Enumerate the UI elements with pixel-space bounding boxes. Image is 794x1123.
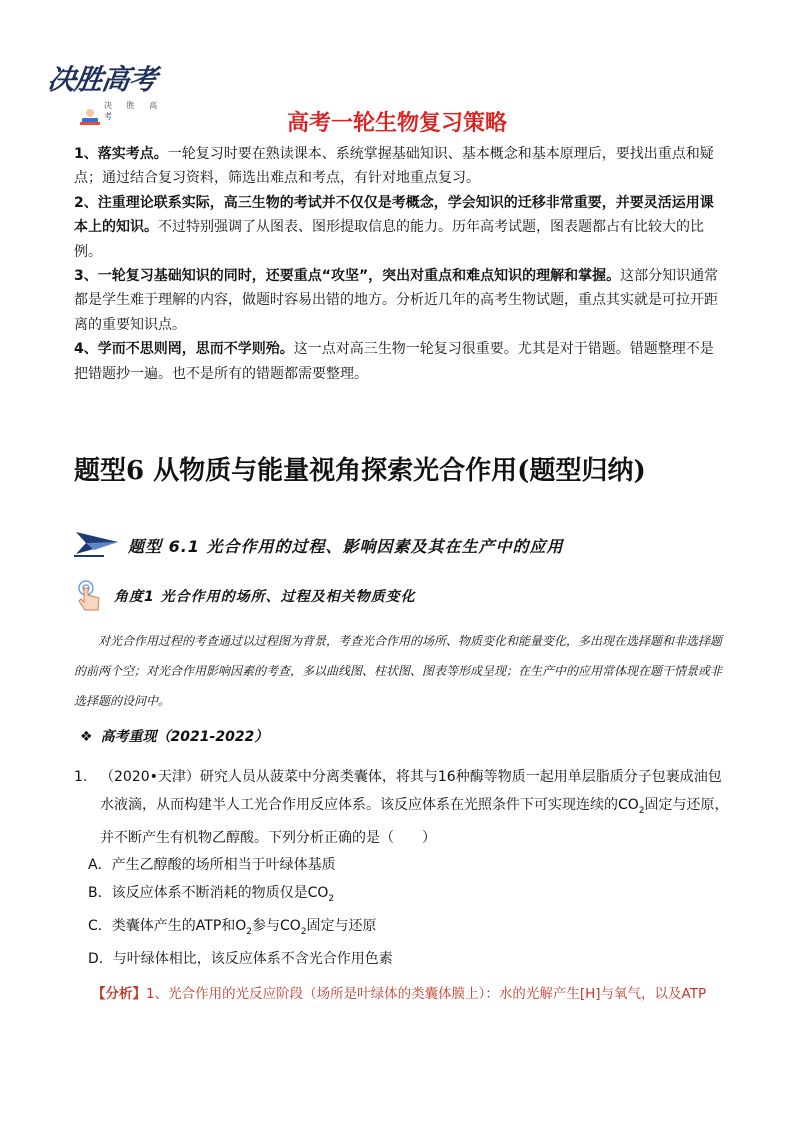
stem-text: （2020•天津）研究人员从菠菜中分离类囊体，将其与16种酶等物质一起用单层脂质分子包裹成油包水液滴，从而构建半人工光合作用反应体系。该反应体系在光照条件下可实现连续的CO (100, 769, 722, 813)
sub-section-heading (74, 528, 734, 560)
option-text: 参与CO (252, 918, 301, 935)
option-a[interactable]: A．产生乙醇酸的场所相当于叶绿体基质 (88, 857, 336, 874)
sub-section-label: 题型 6.1 光合作用的过程、影响因素及其在生产中的应用 (128, 537, 564, 556)
option-text: 固定与还原 (306, 918, 377, 935)
pointing-hand-icon (74, 580, 104, 612)
option-c[interactable] (88, 913, 734, 946)
intro-bold: 3、一轮复习基础知识的同时，还要重点“攻坚”，突出对重点和难点知识的理解和掌握。 (74, 268, 621, 285)
angle-description: 对光合作用过程的考查通过以过程图为背景，考查光合作用的场所、物质变化和能量变化，多出现在选择题和非选择题的前两个空；对光合作用影响因素的考查，多以曲线图、柱状图、图表等形成呈现；在生产中的应用常体现在题干情景或非选择题的设问中。 (74, 634, 723, 708)
question-stem (100, 764, 734, 852)
logo-text: 决胜高考 (45, 63, 159, 96)
question-1 (74, 764, 734, 974)
arrow-icon (74, 528, 120, 558)
option-d[interactable]: D．与叶绿体相比，该反应体系不含光合作用色素 (88, 951, 393, 968)
question-type-title: 题型6 从物质与能量视角探索光合作用(题型归纳) (74, 456, 646, 486)
analysis-tag: 【分析】 (92, 986, 146, 1002)
stem-text: 固定与还原，并不断产生有机物乙醇酸。下列分析正确的是（ ） (100, 796, 729, 846)
intro-section (74, 142, 724, 386)
intro-bold: 1、落实考点。 (74, 146, 168, 162)
question-number: 1. (74, 769, 88, 785)
gaokao-heading (80, 726, 268, 746)
intro-paragraph (74, 142, 724, 191)
intro-text: 不过特别强调了从图表、图形提取信息的能力。历年高考试题，图表题都占有比较大的比例。 (74, 219, 704, 260)
intro-paragraph (74, 191, 724, 264)
analysis-text: 1、光合作用的光反应阶段（场所是叶绿体的类囊体膜上）：水的光解产生[H]与氧气，以及ATP (146, 986, 707, 1002)
gaokao-label: 高考重现（2021-2022） (100, 729, 269, 745)
angle-label: 角度1 光合作用的场所、过程及相关物质变化 (114, 589, 416, 605)
intro-text: 一轮复习时要在熟读课本、系统掌握基础知识、基本概念和基本原理后，要找出重点和疑点；通过结合复习资料，筛选出难点和考点，有针对地重点复习。 (74, 146, 714, 187)
subscript: 2 (300, 926, 307, 937)
option-b[interactable] (88, 880, 734, 913)
angle-heading (74, 580, 734, 612)
logo-subtext: 决 胜 高 考 (104, 101, 164, 121)
diamond-icon: ❖ (80, 729, 93, 745)
option-text: C．类囊体产生的ATP和O (88, 918, 247, 935)
analysis-line (92, 982, 706, 1002)
page-title: 高考一轮生物复习策略 (286, 111, 507, 136)
intro-paragraph (74, 264, 724, 337)
subscript: 2 (246, 926, 253, 937)
intro-text: 这部分知识通常都是学生难于理解的内容，做题时容易出错的地方。分析近几年的高考生物试题，重点其实就是可拉开距离的重要知识点。 (74, 268, 719, 333)
subscript: 2 (328, 893, 335, 904)
intro-bold: 4、学而不思则罔，思而不学则殆。 (74, 341, 294, 358)
intro-paragraph (74, 337, 724, 386)
intro-bold: 2、注重理论联系实际，高三生物的考试并不仅仅是考概念，学会知识的迁移非常重要，并要灵活运用课本上的知识。 (74, 194, 714, 236)
subscript: 2 (638, 805, 645, 816)
intro-text: 这一点对高三生物一轮复习很重要。尤其是对于错题。错题整理不是把错题抄一遍。也不是所有的错题都需要整理。 (74, 341, 714, 382)
option-text: B．该反应体系不断消耗的物质仅是CO (88, 884, 329, 901)
